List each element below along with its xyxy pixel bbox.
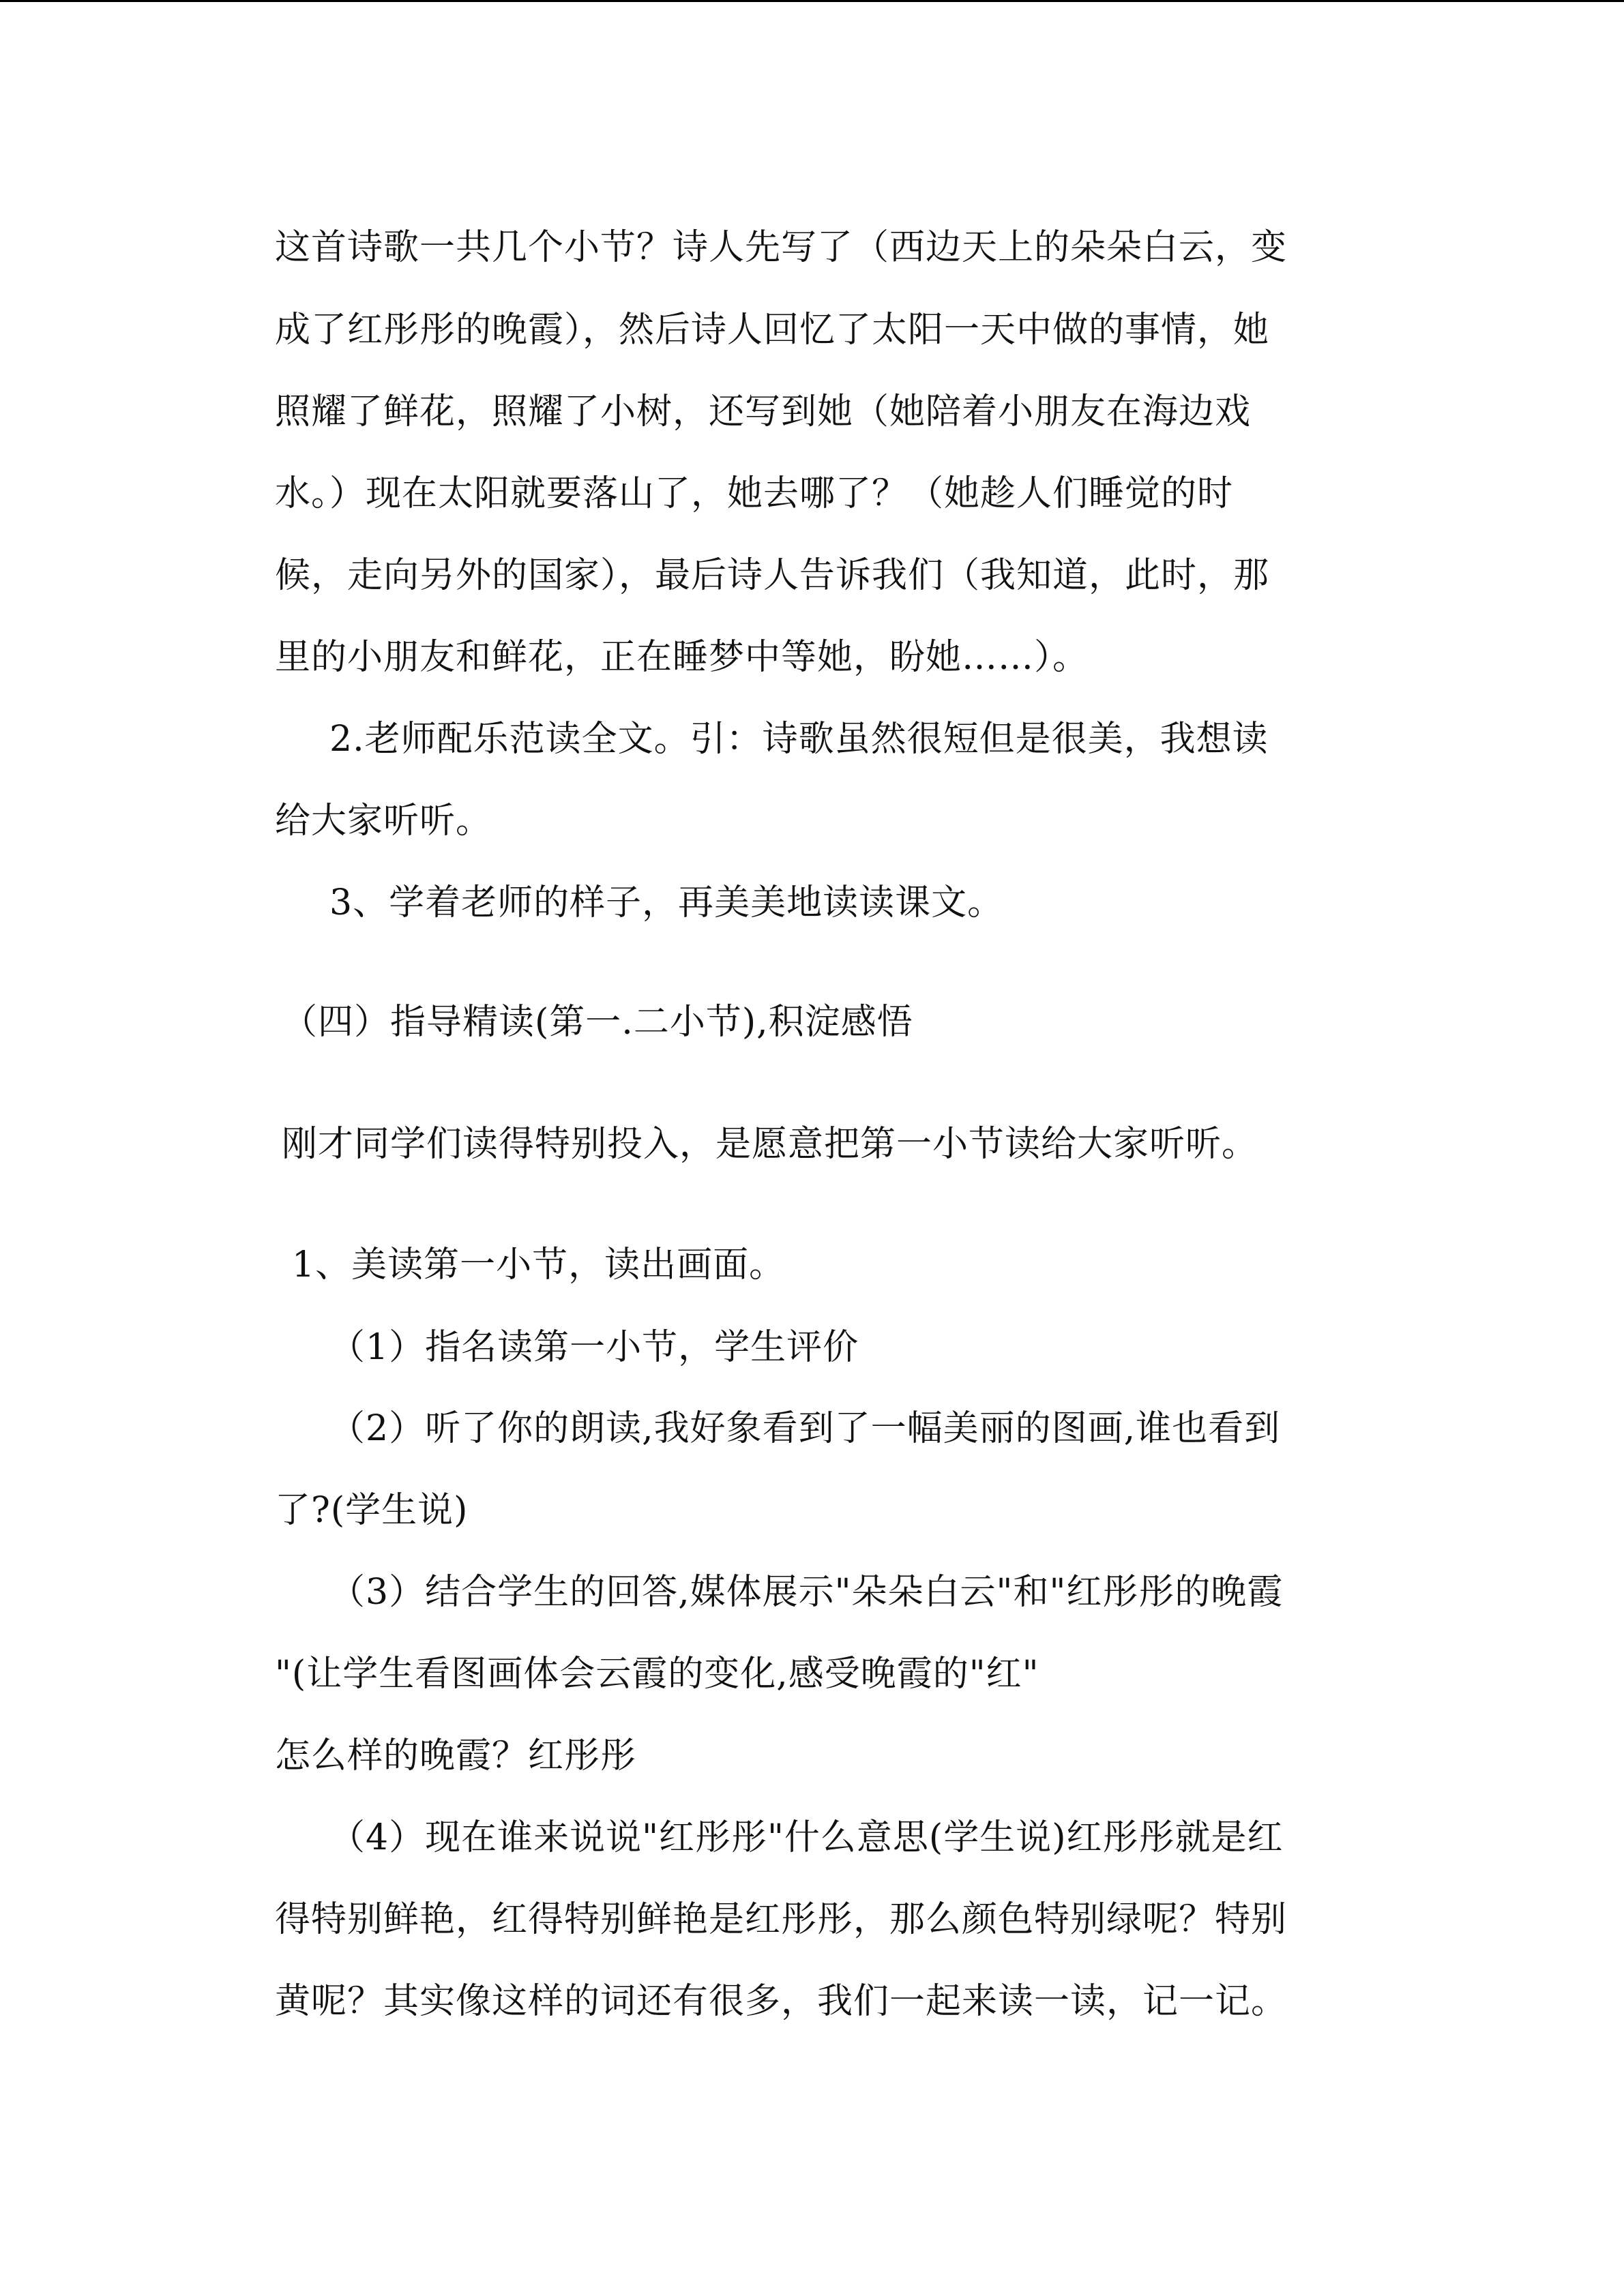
paragraph-line: （2）听了你的朗读,我好象看到了一幅美丽的图画,谁也看到 [329,1408,1281,1449]
paragraph-line: （3）结合学生的回答,媒体展示"朵朵白云"和"红彤彤的晚霞 [329,1572,1284,1613]
paragraph-line: 里的小朋友和鲜花，正在睡梦中等她，盼她……）。 [275,637,1089,678]
paragraph-line: 了?(学生说) [275,1490,469,1531]
paragraph-line: 刚才同学们读得特别投入，是愿意把第一小节读给大家听听。 [282,1124,1258,1165]
paragraph-line: 照耀了鲜花，照耀了小树，还写到她（她陪着小朋友在海边戏 [275,391,1252,432]
paragraph-line: 成了红彤彤的晚霞），然后诗人回忆了太阳一天中做的事情，她 [275,310,1270,351]
paragraph-line: 2.老师配乐范读全文。引：诗歌虽然很短但是很美，我想读 [329,719,1269,760]
paragraph-line: 水。）现在太阳就要落山了，她去哪了？（她趁人们睡觉的时 [275,473,1234,514]
paragraph-line: 3、学着老师的样子，再美美地读读课文。 [329,882,1004,923]
page-top-border [0,0,1624,2]
paragraph-line: 1、美读第一小节，读出画面。 [292,1244,786,1285]
paragraph-line: 得特别鲜艳，红得特别鲜艳是红彤彤，那么颜色特别绿呢？特别 [275,1899,1288,1940]
paragraph-line: 候，走向另外的国家），最后诗人告诉我们（我知道，此时，那 [275,555,1270,596]
paragraph-line: "(让学生看图画体会云霞的变化,感受晚霞的"红" [275,1654,1039,1695]
paragraph-line: 怎么样的晚霞？红彤彤 [275,1735,637,1776]
paragraph-line: 这首诗歌一共几个小节？诗人先写了（西边天上的朵朵白云，变 [275,227,1288,268]
paragraph-line: （4）现在谁来说说"红彤彤"什么意思(学生说)红彤彤就是红 [329,1817,1284,1858]
paragraph-line: 给大家听听。 [275,801,492,841]
paragraph-line: （1）指名读第一小节，学生评价 [329,1327,859,1368]
section-heading: （四）指导精读(第一.二小节),积淀感悟 [282,1002,913,1043]
paragraph-line: 黄呢？其实像这样的词还有很多，我们一起来读一读，记一记。 [275,1981,1288,2022]
